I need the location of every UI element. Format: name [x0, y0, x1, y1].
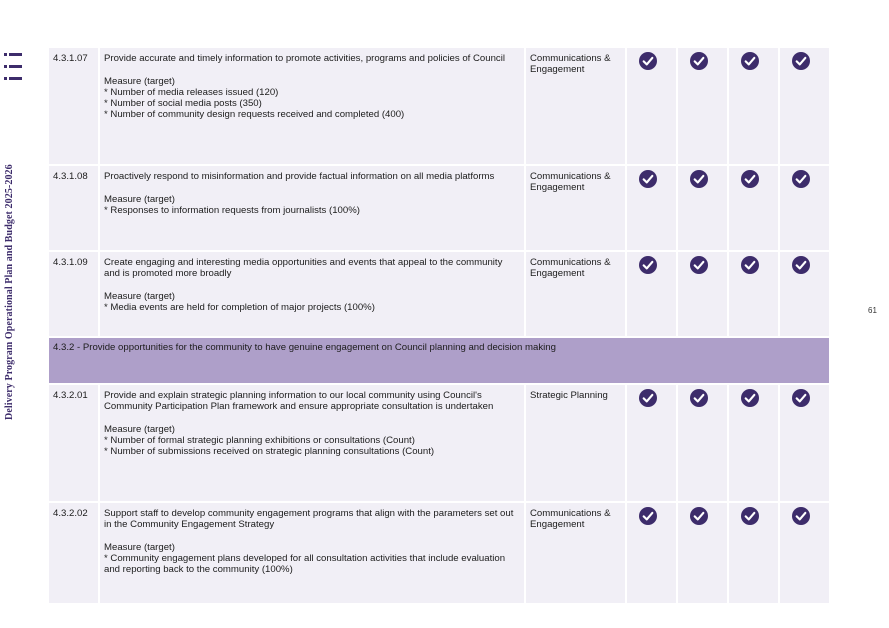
check-circle-icon — [792, 256, 810, 274]
menu-list-icon[interactable] — [4, 53, 22, 69]
page-number: 61 — [868, 306, 877, 315]
responsibility: Communications & Engagement — [525, 48, 626, 165]
table-row — [49, 48, 829, 165]
action-table — [49, 48, 829, 605]
responsibility: Communications & Engagement — [525, 165, 626, 251]
table-row — [49, 502, 829, 604]
action-description: Provide accurate and timely information to promote activities, programs and policies of Council — [104, 53, 505, 64]
measure-label: Measure (target) — [104, 290, 175, 302]
measure-item: * Number of community design requests received and completed (400) — [104, 109, 405, 121]
action-description: Proactively respond to misinformation and provide factual information on all media platforms — [104, 171, 495, 182]
status-cell — [728, 384, 779, 502]
measure-item: * Responses to information requests from journalists (100%) — [104, 204, 360, 216]
status-cell — [728, 502, 779, 604]
status-cell — [779, 165, 829, 251]
measure-label: Measure (target) — [104, 541, 175, 553]
action-description-cell — [99, 384, 525, 502]
measure-item: * Number of formal strategic planning exhibitions or consultations (Count) — [104, 435, 415, 447]
status-cell — [677, 165, 728, 251]
table-row — [49, 251, 829, 337]
status-cell — [677, 48, 728, 165]
check-circle-icon — [741, 256, 759, 274]
action-description-cell — [99, 251, 525, 337]
status-cell — [728, 48, 779, 165]
check-circle-icon — [792, 170, 810, 188]
measure-item: * Media events are held for completion of major projects (100%) — [104, 302, 375, 314]
status-cell — [779, 502, 829, 604]
section-heading-row — [49, 337, 829, 384]
section-heading: 4.3.2 - Provide opportunities for the community to have genuine engagement on Council planning and decision making — [49, 337, 829, 384]
check-circle-icon — [690, 389, 708, 407]
action-description: Provide and explain strategic planning information to our local community using Council's Community Participation Plan framework and ensure appropriate consultation is undertaken — [104, 390, 494, 413]
check-circle-icon — [690, 52, 708, 70]
measure-label: Measure (target) — [104, 75, 175, 87]
table-row — [49, 165, 829, 251]
action-code: 4.3.2.01 — [49, 384, 99, 502]
status-cell — [626, 384, 677, 502]
check-circle-icon — [741, 170, 759, 188]
measure-label: Measure (target) — [104, 193, 175, 205]
action-code: 4.3.1.08 — [49, 165, 99, 251]
action-code: 4.3.1.07 — [49, 48, 99, 165]
responsibility: Strategic Planning — [525, 384, 626, 502]
check-circle-icon — [741, 52, 759, 70]
status-cell — [626, 48, 677, 165]
status-cell — [779, 251, 829, 337]
action-description-cell — [99, 502, 525, 604]
status-cell — [626, 251, 677, 337]
check-circle-icon — [639, 389, 657, 407]
document-title: Delivery Program Operational Plan and Budget 2025-2026 — [4, 164, 15, 420]
responsibility: Communications & Engagement — [525, 502, 626, 604]
check-circle-icon — [741, 389, 759, 407]
status-cell — [677, 502, 728, 604]
measure-item: * Community engagement plans developed for all consultation activities that include evaluation and reporting back to the community (100%) — [104, 553, 506, 576]
measure-label: Measure (target) — [104, 423, 175, 435]
check-circle-icon — [690, 170, 708, 188]
check-circle-icon — [690, 256, 708, 274]
check-circle-icon — [741, 507, 759, 525]
responsibility: Communications & Engagement — [525, 251, 626, 337]
status-cell — [779, 384, 829, 502]
status-cell — [626, 165, 677, 251]
check-circle-icon — [639, 170, 657, 188]
measure-item: * Number of media releases issued (120) — [104, 86, 279, 98]
status-cell — [677, 384, 728, 502]
status-cell — [728, 251, 779, 337]
check-circle-icon — [792, 52, 810, 70]
status-cell — [779, 48, 829, 165]
check-circle-icon — [639, 52, 657, 70]
check-circle-icon — [792, 389, 810, 407]
check-circle-icon — [792, 507, 810, 525]
check-circle-icon — [639, 256, 657, 274]
status-cell — [677, 251, 728, 337]
status-cell — [626, 502, 677, 604]
measure-item: * Number of submissions received on strategic planning consultations (Count) — [104, 446, 435, 458]
table-row — [49, 384, 829, 502]
action-description-cell — [99, 48, 525, 165]
status-cell — [728, 165, 779, 251]
action-description: Create engaging and interesting media opportunities and events that appeal to the community and is promoted more broadly — [104, 257, 503, 280]
action-description-cell — [99, 165, 525, 251]
action-description: Support staff to develop community engagement programs that align with the parameters set out in the Community Engagement Strategy — [104, 508, 514, 531]
action-code: 4.3.2.02 — [49, 502, 99, 604]
measure-item: * Number of social media posts (350) — [104, 98, 262, 110]
check-circle-icon — [639, 507, 657, 525]
check-circle-icon — [690, 507, 708, 525]
action-code: 4.3.1.09 — [49, 251, 99, 337]
